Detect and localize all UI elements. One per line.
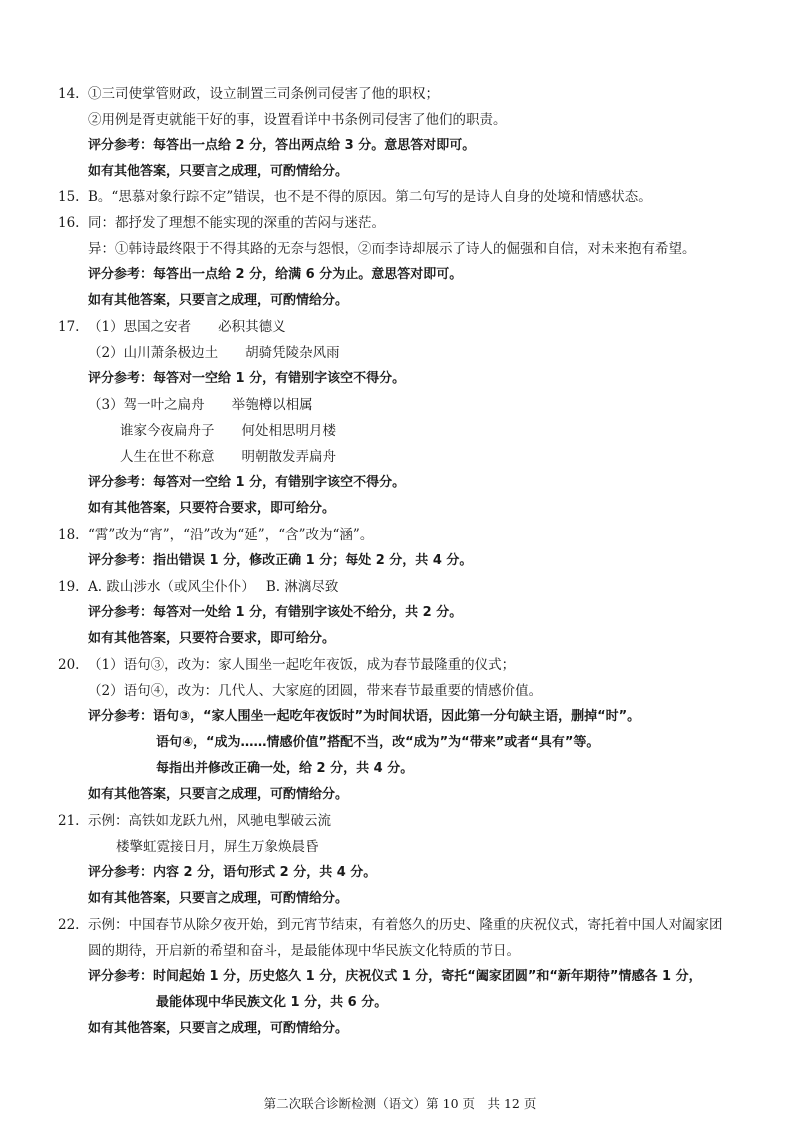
scoring-note: 如有其他答案，只要言之成理，可酌情给分。 (88, 164, 349, 179)
answer-line: 示例：高铁如龙跃九州，风驰电掣破云流 (88, 813, 331, 829)
answer-line: （1）语句③，改为：家人围坐一起吃年夜饭，成为春节最隆重的仪式； (88, 657, 516, 673)
scoring-note: 评分参考：语句③，“家人围坐一起吃年夜饭时”为时间状语，因此第一分句缺主语，删掉“时”。 (88, 709, 641, 724)
answer-line: 圆的期待，开启新的希望和奋斗，是最能体现中华民族文化特质的节日。 (88, 943, 520, 959)
question-number: 21. (58, 813, 80, 829)
answer-line: （2）山川萧条极边土 胡骑凭陵杂风雨 (88, 345, 340, 361)
scoring-note: 评分参考：每答对一空给 1 分，有错别字该空不得分。 (88, 475, 406, 490)
question-number: 18. (58, 527, 80, 543)
scoring-note: 最能体现中华民族文化 1 分，共 6 分。 (156, 995, 388, 1010)
answer-line: A. 跋山涉水（或风尘仆仆） B. 淋漓尽致 (88, 579, 339, 595)
answer-line: （2）语句④，改为：几代人、大家庭的团圆，带来春节最重要的情感价值。 (88, 683, 543, 699)
answer-line: （3）驾一叶之扁舟 举匏樽以相属 (88, 397, 313, 413)
answer-line: 人生在世不称意 明朝散发弄扁舟 (120, 449, 336, 465)
scoring-note: 如有其他答案，只要言之成理，可酌情给分。 (88, 891, 349, 906)
question-number: 19. (58, 579, 80, 595)
question-number: 16. (58, 215, 80, 231)
scoring-note: 评分参考：时间起始 1 分，历史悠久 1 分，庆祝仪式 1 分，寄托“阖家团圆”和“新年期待”情感各 1 分， (88, 969, 702, 984)
answer-line: B。“思慕对象行踪不定”错误，也不是不得的原因。第二句写的是诗人自身的处境和情感状态。 (88, 189, 652, 205)
answer-line: 示例：中国春节从除夕夜开始，到元宵节结束，有着悠久的历史、隆重的庆祝仪式，寄托着中国人对阖家团 (88, 917, 723, 933)
question-number: 20. (58, 657, 80, 673)
question-number: 22. (58, 917, 80, 933)
answer-line: ②用例是胥吏就能干好的事，设置看详中书条例司侵害了他们的职责。 (88, 112, 507, 128)
scoring-note: 评分参考：每答出一点给 2 分，给满 6 分为止。意思答对即可。 (88, 267, 463, 282)
scoring-note: 如有其他答案，只要符合要求，即可给分。 (88, 631, 336, 646)
scoring-note: 语句④，“成为……情感价值”搭配不当，改“成为”为“带来”或者“具有”等。 (156, 735, 600, 750)
answer-line: 异：①韩诗最终限于不得其路的无奈与怨恨，②而李诗却展示了诗人的倔强和自信，对未来抱有希望。 (88, 241, 696, 257)
answer-line: （1）思国之安者 必积其德义 (88, 319, 286, 335)
question-number: 17. (58, 319, 80, 335)
scoring-note: 如有其他答案，只要言之成理，可酌情给分。 (88, 1021, 349, 1036)
question-number: 14. (58, 86, 80, 102)
scoring-note: 评分参考：内容 2 分，语句形式 2 分，共 4 分。 (88, 865, 377, 880)
answer-line: 同：都抒发了理想不能实现的深重的苦闷与迷茫。 (88, 215, 385, 231)
answer-line: 楼擎虹霓接日月，屏生万象焕晨昏 (116, 839, 319, 855)
scoring-note: 如有其他答案，只要符合要求，即可给分。 (88, 501, 336, 516)
scoring-note: 评分参考：每答对一空给 1 分，有错别字该空不得分。 (88, 371, 406, 386)
answer-line: 谁家今夜扁舟子 何处相思明月楼 (120, 423, 336, 439)
scoring-note: 评分参考：每答对一处给 1 分，有错别字该处不给分，共 2 分。 (88, 605, 463, 620)
scoring-note: 评分参考：每答出一点给 2 分，答出两点给 3 分。意思答对即可。 (88, 138, 476, 153)
scoring-note: 每指出并修改正确一处，给 2 分，共 4 分。 (156, 761, 414, 776)
scoring-note: 如有其他答案，只要言之成理，可酌情给分。 (88, 293, 349, 308)
scoring-note: 评分参考：指出错误 1 分，修改正确 1 分；每处 2 分，共 4 分。 (88, 553, 473, 568)
scoring-note: 如有其他答案，只要言之成理，可酌情给分。 (88, 787, 349, 802)
answer-line: ①三司使掌管财政，设立制置三司条例司侵害了他的职权； (88, 86, 439, 102)
answer-line: “霄”改为“宵”，“沿”改为“延”，“含”改为“涵”。 (88, 527, 374, 543)
page-footer: 第二次联合诊断检测（语文）第 10 页 共 12 页 (263, 1096, 537, 1111)
question-number: 15. (58, 189, 80, 205)
